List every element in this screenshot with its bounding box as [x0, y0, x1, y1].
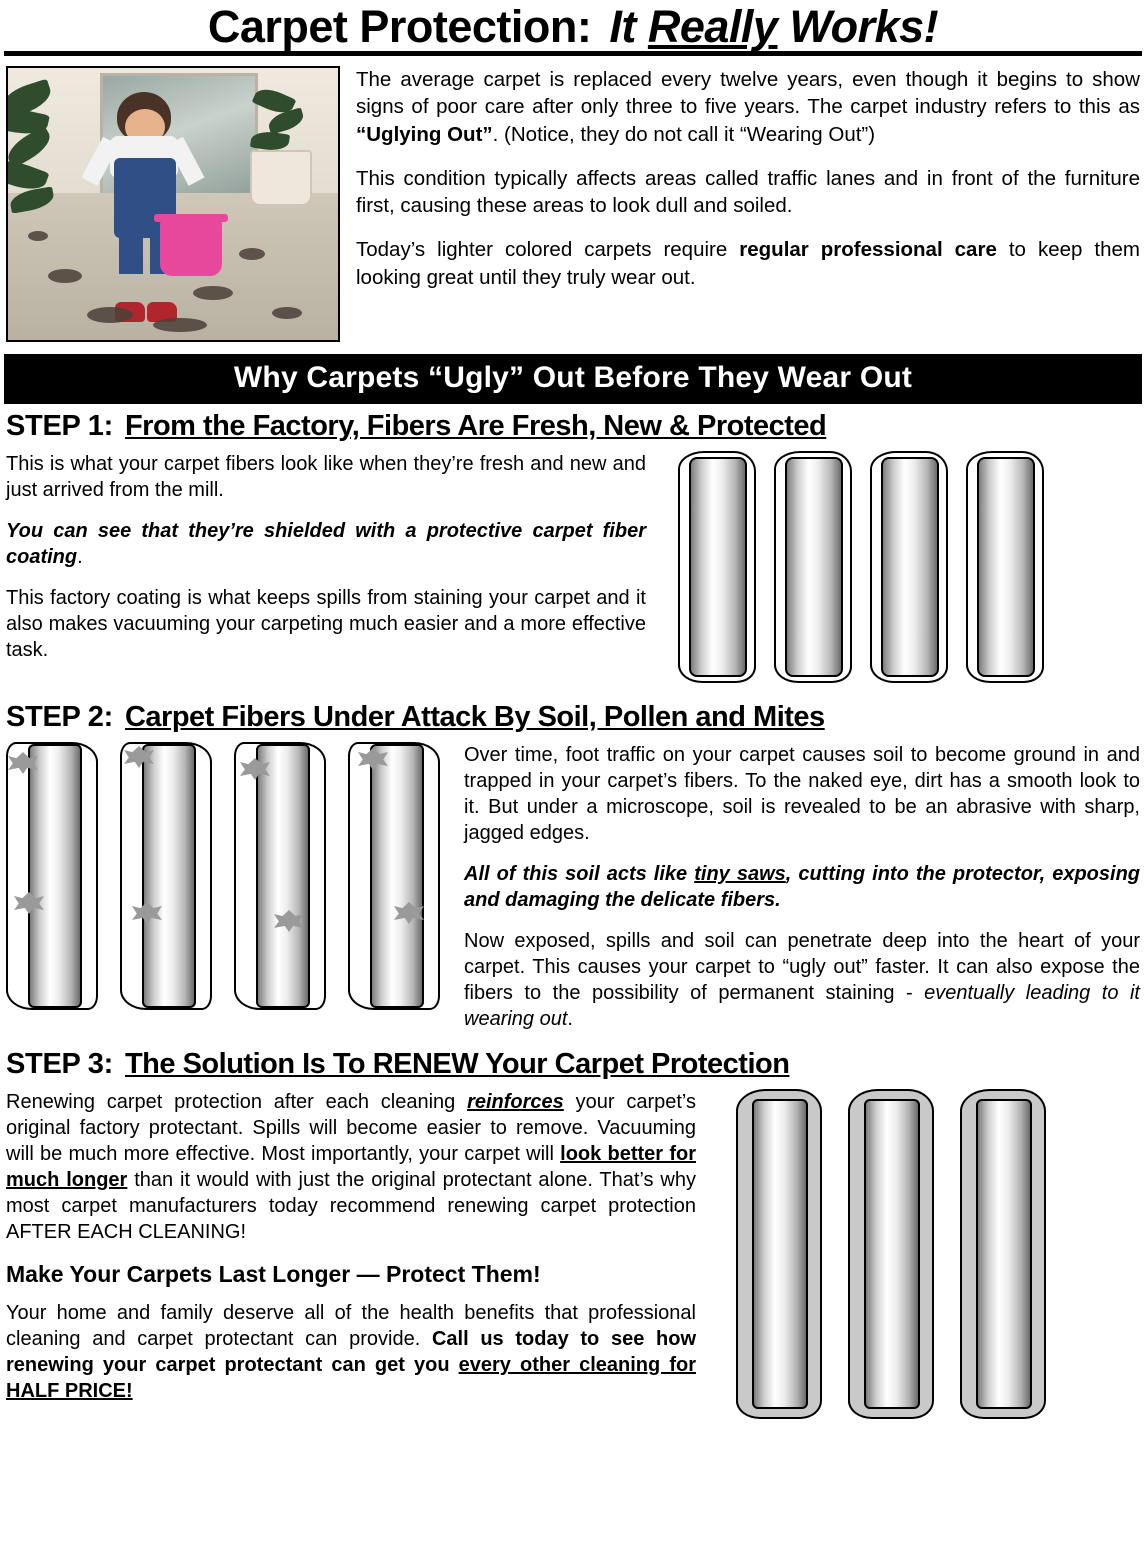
- step-3-p1-c: than it would with just the original protectant alone. That’s why most carpet manufacturers today recommend renewing carpet protection AFTER EACH CLEANING!: [6, 1169, 696, 1243]
- masthead-italic-underline: Really: [647, 1, 778, 52]
- intro-p1-c: . (Notice, they do not call it “Wearing Out”): [492, 122, 876, 146]
- fiber-core: [689, 457, 747, 677]
- fiber-protected: [966, 451, 1044, 683]
- step-2-paragraph-3: [464, 928, 1140, 1032]
- fiber-renewed: [848, 1089, 934, 1419]
- fiber-core: [256, 744, 310, 1008]
- dirt-spot: [239, 248, 265, 260]
- fiber-core: [881, 457, 939, 677]
- fiber-core: [976, 1099, 1032, 1409]
- step-2-p3-b: .: [567, 1008, 573, 1030]
- step-2-paragraph-2: [464, 861, 1140, 913]
- renewed-protection-fibers-diagram: [736, 1089, 1046, 1419]
- step-2-paragraph-1: Over time, foot traffic on your carpet causes soil to become ground in and trapped in your carpet’s fibers. To the naked eye, dirt has a smooth look to it. But under a microscope, soil is revealed to be an abrasive with sharp, jagged edges.: [464, 744, 1140, 844]
- step-2-body: [6, 742, 1140, 1032]
- toddler-on-soiled-carpet-photo: [6, 66, 340, 342]
- step-2-p2-underline: tiny saws: [694, 863, 786, 885]
- intro-paragraph-1: [356, 66, 1140, 148]
- step-3-p1-underline-2: look better for much longer: [6, 1143, 696, 1191]
- step-1-paragraph-2: [6, 518, 646, 570]
- step-3-p1-b: your carpet’s original factory protectant. Spills will become easier to remove. Vacuuming will be much more effective. Most importantly, your carpet will: [6, 1091, 696, 1165]
- masthead-italic-post: Works!: [777, 1, 939, 52]
- plant-pot: [250, 150, 312, 206]
- fresh-protected-fibers-diagram: [678, 451, 1044, 683]
- intro-paragraph-3: [356, 236, 1140, 291]
- fiber-attacked: [6, 742, 98, 1010]
- step-1-label: STEP 1:: [6, 410, 113, 442]
- step-1-p2-bolditalic: You can see that they’re shielded with a protective carpet fiber coating: [6, 520, 646, 568]
- step-2-p2-b: , cutting into the protector, exposing and damaging the delicate fibers.: [464, 863, 1141, 911]
- step-2-title: Carpet Fibers Under Attack By Soil, Pollen and Mites: [124, 701, 825, 733]
- step-1-paragraph-3: This factory coating is what keeps spills from staining your carpet and it also makes vacuuming your carpeting much easier and a more effective task.: [6, 587, 646, 661]
- intro-p3-a: Today’s lighter colored carpets require: [356, 238, 740, 262]
- step-2-heading: [6, 701, 1140, 734]
- step-3-p2-bold: Call us today to see how renewing your carpet protectant can get you: [6, 1328, 696, 1376]
- fibers-under-attack-diagram: [6, 742, 440, 1010]
- fiber-core: [977, 457, 1035, 677]
- dirt-spot: [193, 286, 233, 300]
- child-leg-left: [119, 226, 143, 274]
- fiber-core: [370, 744, 424, 1008]
- fiber-core: [864, 1099, 920, 1409]
- intro-p1-a: The average carpet is replaced every twelve years, even though it begins to show signs of poor care after only three to five years. The carpet industry refers to this as: [356, 68, 1140, 119]
- intro-text: [356, 66, 1140, 342]
- masthead-italic-pre: It: [609, 1, 648, 52]
- step-2-p3-italic: eventually leading to it wearing out: [464, 982, 1140, 1030]
- dirt-spot: [48, 269, 82, 283]
- step-1-text: [6, 451, 646, 663]
- step-3-p2-underline: every other cleaning for HALF PRICE!: [6, 1354, 696, 1402]
- masthead: [4, 0, 1142, 56]
- step-1-p2-end: .: [77, 546, 83, 568]
- step-3-paragraph-2: [6, 1300, 696, 1404]
- step-2-text: [464, 742, 1140, 1032]
- step-3-label: STEP 3:: [6, 1048, 113, 1080]
- step-1-title: From the Factory, Fibers Are Fresh, New & Protected: [124, 410, 827, 442]
- step-3-p1-a: Renewing carpet protection after each cleaning: [6, 1091, 468, 1113]
- pink-bucket: [160, 220, 222, 276]
- step-3-text: [6, 1089, 696, 1404]
- step-2-p3-a: Now exposed, spills and soil can penetrate deep into the heart of your carpet. This causes your carpet to “ugly out” faster. It can also expose the fibers to the possibility of permanent staining -: [464, 930, 1140, 1004]
- step-1-paragraph-1: This is what your carpet fibers look like when they’re fresh and new and just arrived from the mill.: [6, 453, 646, 501]
- fiber-core: [142, 744, 196, 1008]
- step-3-title: The Solution Is To RENEW Your Carpet Protection: [124, 1048, 790, 1080]
- fiber-attacked: [348, 742, 440, 1010]
- fiber-core: [785, 457, 843, 677]
- fiber-renewed: [736, 1089, 822, 1419]
- fiber-protected: [678, 451, 756, 683]
- fiber-core: [28, 744, 82, 1008]
- fiber-attacked: [234, 742, 326, 1010]
- step-2-label: STEP 2:: [6, 701, 113, 733]
- masthead-title-plain: Carpet Protection:: [207, 1, 592, 52]
- step-3-p2-a: Your home and family deserve all of the health benefits that professional cleaning and carpet protectant can provide.: [6, 1302, 696, 1350]
- fiber-protected: [774, 451, 852, 683]
- intro-p3-bold: regular professional care: [739, 238, 997, 262]
- intro-p1-bold: “Uglying Out”: [356, 122, 493, 146]
- step-3-heading: [6, 1048, 1140, 1081]
- fiber-protected: [870, 451, 948, 683]
- fiber-core: [752, 1099, 808, 1409]
- intro-section: [6, 66, 1140, 342]
- step-3-subheading: Make Your Carpets Last Longer — Protect Them!: [6, 1261, 541, 1287]
- step-3-p1-underline-1: reinforces: [467, 1091, 564, 1113]
- step-3-body: [6, 1089, 1140, 1419]
- step-2-p2-a: All of this soil acts like: [464, 863, 695, 885]
- fiber-renewed: [960, 1089, 1046, 1419]
- intro-paragraph-2: This condition typically affects areas called traffic lanes and in front of the furniture first, causing these areas to look dull and soiled.: [356, 166, 1140, 217]
- section-banner: Why Carpets “Ugly” Out Before They Wear Out: [4, 354, 1142, 404]
- step-3-paragraph-1: [6, 1089, 696, 1245]
- fiber-attacked: [120, 742, 212, 1010]
- step-1-body: [6, 451, 1140, 683]
- intro-p3-c: to keep them looking great until they truly wear out.: [356, 238, 1140, 289]
- masthead-title-italic: [609, 1, 939, 52]
- step-1-heading: [6, 410, 1140, 443]
